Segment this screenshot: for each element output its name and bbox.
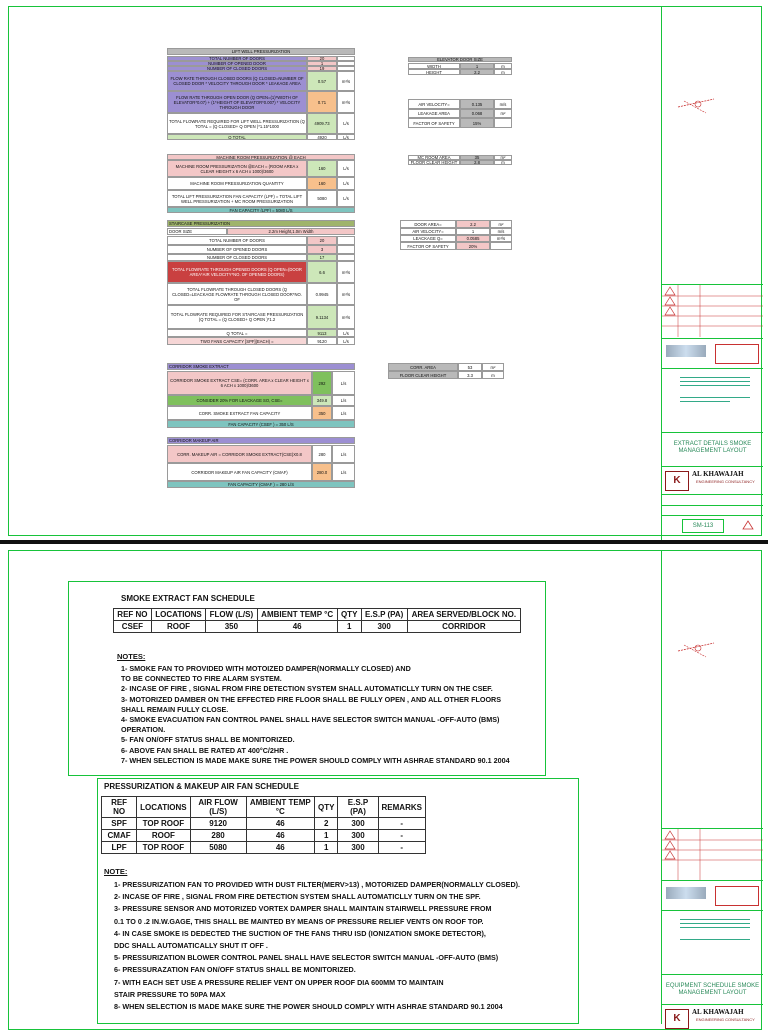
note-line: 5- FAN ON/OFF STATUS SHALL BE MONITORIZED. <box>121 735 295 745</box>
ce-row-value: 350 <box>312 406 332 420</box>
note-line: OPERATION. <box>121 725 166 735</box>
door-size-title: ELEVATOR DOOR SIZE <box>408 57 512 62</box>
csef-header: FLOW (L/S) <box>206 609 257 621</box>
note-line: DDC SHALL AUTOMATICALLY SHUT IT OFF . <box>114 941 268 950</box>
stair-row-unit: m³/s <box>337 305 355 329</box>
csef-cell: ROOF <box>151 621 205 633</box>
corr-makeup-title: CORRIDOR MAKEUP AIR <box>167 437 355 444</box>
note-line: 1- SMOKE FAN TO PROVIDED WITH MOTOIZED DAMPER(NORMALLY CLOSED) AND <box>121 664 411 673</box>
press-cell: 46 <box>246 842 314 854</box>
sdoor-row-label: DOOR AREA= <box>400 220 456 228</box>
company-block <box>662 466 763 495</box>
csef-notes-title: NOTES: <box>117 652 146 661</box>
sdoor-row-label: AIR VELOCITY= <box>400 228 456 235</box>
lift-row-value: 4909.73 <box>307 113 337 134</box>
revision-triangles-icon <box>662 285 763 337</box>
csef-cell: CSEF <box>114 621 152 633</box>
company-sub: ENGINEERING CONSULTANCY <box>696 1017 755 1022</box>
croom-row-label: CORR. AREA <box>388 363 458 371</box>
csef-row <box>114 621 521 633</box>
csef-header: REF NO <box>114 609 152 621</box>
cm-row-label: CORRIDOR MAKEUP AIR FAN CAPACITY (CMAF) <box>167 463 312 481</box>
press-header: LOCATIONS <box>137 797 191 818</box>
lift-row-label: NUMBER OF OPENED DOOR <box>167 61 307 66</box>
revision-triangle-icon <box>742 520 754 530</box>
air-row-label: FACTOR OF SAFETY <box>408 118 460 128</box>
sheet-equipment-schedule <box>0 544 768 1024</box>
mach-row-label: TOTAL LIFT PRESSURIZATION FAN CAPACITY (LPF) = TOTAL LIFT WELL PRESSURIZATION + MC ROOM PRESSURIZATION <box>167 190 307 207</box>
lift-row-label: TOTAL FLOWRATE REQUIRED FOR LIFT WELL PRESSURIZATION (Q TOTAL = (Q CLOSED+ Q OPEN )*1.15*1000 <box>167 113 307 134</box>
contact-box <box>715 344 759 364</box>
press-header: AMBIENT TEMP °C <box>246 797 314 818</box>
corr-extract-footer: FAN CAPACITY (CSEF ) = 350 L/S <box>167 420 355 428</box>
company-name: AL KHAWAJAH <box>692 470 744 478</box>
stair-row-label: TOTAL NUMBER OF DOORS <box>167 236 307 245</box>
stair-row-label: TOTAL FLOWRATE THROUGH CLOSED DOORS (Q CLOSED=LEACKAGE FLOWRATE THROUGH CLOSED DOOR*NO. OF <box>167 283 307 305</box>
sdoor-row-value: 20% <box>456 242 490 250</box>
csef-cell: 1 <box>337 621 361 633</box>
company-name: AL KHAWAJAH <box>692 1008 744 1016</box>
corr-extract-title: CORRIDOR SMOKE EXTRACT <box>167 363 355 370</box>
lift-row-unit: L/s <box>337 113 355 134</box>
press-cell: TOP ROOF <box>137 818 191 830</box>
company-sub: ENGINEERING CONSULTANCY <box>696 479 755 484</box>
press-cell: 9120 <box>190 818 246 830</box>
lift-row-value: 0.57 <box>307 71 337 91</box>
stair-row-label: TWO FANS CAPACITY [SPF](EACH) = <box>167 337 307 345</box>
note-line: 2- INCASE OF FIRE , SIGNAL FROM FIRE DETECTION SYSTEM SHALL AUTOMATICLLY TURN ON THE SPF. <box>114 892 481 902</box>
ce-row-value: 349.8 <box>312 395 332 406</box>
ce-row-unit: L/s <box>332 371 355 395</box>
press-header: QTY <box>315 797 338 818</box>
project-thumbnail <box>666 887 706 899</box>
lift-row-label: Q TOTAL <box>167 134 307 140</box>
press-header: REF NO <box>102 797 137 818</box>
sdoor-row-unit <box>490 242 512 250</box>
press-cell: 46 <box>246 830 314 842</box>
croom-row-unit: m <box>482 371 504 379</box>
door-row-unit: m <box>494 69 512 75</box>
press-cell: 300 <box>338 818 378 830</box>
drawing-frame <box>8 6 762 536</box>
note-line: SHALL REMAIN FULLY CLOSE. <box>121 704 229 714</box>
machine-footer: FAN CAPACITY (LPF) = 5080 L/S <box>167 207 355 213</box>
company-block <box>662 1004 763 1031</box>
note-line: 1- PRESSURIZATION FAN TO PROVIDED WITH DUST FILTER(MERV>13) , MOTORIZED DAMPER(NORMALLY CLOSED). <box>114 880 521 889</box>
csef-cell: CORRIDOR <box>407 621 520 633</box>
press-title: PRESSURIZATION & MAKEUP AIR FAN SCHEDULE <box>104 782 299 791</box>
stair-row-value: 17 <box>307 254 337 261</box>
press-cell: - <box>378 842 425 854</box>
sdoor-row-value: 0.0585 <box>456 235 490 242</box>
stair-row-unit <box>337 254 355 261</box>
lift-row-label: FLOW RATE THROUGH OPEN DOOR (Q OPEN=(1)*WIDTH OF ELEVATOR*0.07) + (1*HEIGHT OF ELEVATOR*0.007) * VELOCITY THROUGH DOOR <box>167 91 307 113</box>
mroom-row-label: FLOOR CLEAR HEIGHT <box>408 160 460 165</box>
press-cell: 1 <box>315 842 338 854</box>
mach-row-value: 5080 <box>307 190 337 207</box>
lift-row-value: 1 <box>307 61 337 66</box>
mroom-row-unit: m² <box>494 155 512 160</box>
air-row-unit <box>494 118 512 128</box>
csef-header: E.S.P (PA) <box>361 609 407 621</box>
press-cell: 2 <box>315 818 338 830</box>
press-cell: 280 <box>190 830 246 842</box>
drawing-title: EQUIPMENT SCHEDULE SMOKE MANAGEMENT LAYOUT <box>665 983 760 996</box>
stair-row-label: NUMBER OF OPENED DOORS <box>167 245 307 254</box>
mroom-row-value: 35 <box>460 155 494 160</box>
stair-row-value: 9113 <box>307 329 337 337</box>
note-line: 3- MOTORIZED DAMBER ON THE EFFECTED FIRE FLOOR SHALL BE FULLY OPEN , AND ALL OTHER FLOORS <box>121 694 502 704</box>
door-row-value: 1 <box>460 63 494 69</box>
press-row <box>102 830 426 842</box>
ce-row-label: CONSIDER 20% FOR LEACKAGE SO, CSE= <box>167 395 312 406</box>
note-line: 0.1 TO 0 .2 IN.W.GAGE, THIS SHALL BE MAINTED BY MEANS OF PRESSURE RELIEF VENTS ON ROOF TOP. <box>114 916 484 926</box>
project-thumbnail <box>666 345 706 357</box>
press-cell: TOP ROOF <box>137 842 191 854</box>
lift-row-value: 19 <box>307 66 337 71</box>
press-cell: 46 <box>246 818 314 830</box>
mroom-row-unit: m <box>494 160 512 165</box>
cm-row-unit: L/s <box>332 445 355 463</box>
press-notes-title: NOTE: <box>104 867 128 876</box>
stair-row-value: 3 <box>307 245 337 254</box>
csef-header: AMBIENT TEMP °C <box>257 609 337 621</box>
note-line: 7- WITH EACH SET USE A PRESSURE RELIEF VENT ON UPPER ROOF DIA 600MM TO MAINTAIN <box>114 977 444 987</box>
note-line: 6- ABOVE FAN SHALL BE RATED AT 400°C/2HR . <box>121 745 289 755</box>
sdoor-row-unit: m³/s <box>490 235 512 242</box>
door-size-label: DOOR SIZE <box>167 228 227 235</box>
lift-title: LIFT WELL PRESSURIZATION <box>167 48 355 55</box>
door-size-value: 2.2m Height,1.0m Width <box>227 228 355 235</box>
lift-row-label: NUMBER OF CLOSED DOORS <box>167 66 307 71</box>
owner-block <box>662 368 763 411</box>
csef-header: LOCATIONS <box>151 609 205 621</box>
mach-row-value: 160 <box>307 160 337 177</box>
lift-row-unit: m³/s <box>337 71 355 91</box>
press-cell: 300 <box>338 830 378 842</box>
title-block <box>661 550 762 1024</box>
csef-header: QTY <box>337 609 361 621</box>
north-arrow-icon <box>676 635 716 665</box>
north-arrow-icon <box>676 91 716 121</box>
door-row-label: WIDTH <box>408 63 460 69</box>
press-cell: - <box>378 818 425 830</box>
note-line: 4- IN CASE SMOKE IS DEDECTED THE SUCTION OF THE FANS THRU ISD (IONIZATION SMOKE DETECTOR), <box>114 928 486 938</box>
press-cell: LPF <box>102 842 137 854</box>
note-line: 6- PRESSURAZATION FAN ON/OFF STATUS SHALL BE MONITORIZED. <box>114 965 356 975</box>
drawing-title-block <box>662 974 763 1005</box>
press-header-row <box>102 797 426 818</box>
sdoor-row-value: 2.2 <box>456 220 490 228</box>
sdoor-row-label: LEACKAGE Q= <box>400 235 456 242</box>
croom-row-unit: m² <box>482 363 504 371</box>
press-header: E.S.P (PA) <box>338 797 378 818</box>
cm-row-value: 280 <box>312 445 332 463</box>
mach-row-unit: L/s <box>337 190 355 207</box>
press-cell: ROOF <box>137 830 191 842</box>
air-row-label: AIR VELOCITY= <box>408 99 460 109</box>
note-line: STAIR PRESSURE TO 50PA MAX <box>114 989 226 999</box>
csef-cell: 46 <box>257 621 337 633</box>
company-logo: K <box>665 471 689 491</box>
lift-row-label: TOTAL NUMBER OF DOORS <box>167 56 307 61</box>
dwg-number: SM-113 <box>682 519 724 533</box>
revision-block <box>662 828 763 881</box>
air-row-value: 0.068 <box>460 109 494 118</box>
stair-row-unit: L/s <box>337 337 355 345</box>
lift-row-value: 20 <box>307 56 337 61</box>
mroom-row-value: 2.8 <box>460 160 494 165</box>
machine-title: MACHINE ROOM PRESSURIZATION @ EACH <box>167 154 355 160</box>
note-line: 8- WHEN SELECTION IS MADE MAKE SURE THE POWER SHOULD COMPLY WITH ASHRAE STANDARD 90.1 2004 <box>114 1002 503 1011</box>
stair-row-unit: m³/s <box>337 283 355 305</box>
stair-row-unit <box>337 236 355 245</box>
air-row-unit: m/s <box>494 99 512 109</box>
croom-row-value: 3.3 <box>458 371 482 379</box>
press-cell: 300 <box>338 842 378 854</box>
lift-row-value: 0.71 <box>307 91 337 113</box>
door-row-unit: m <box>494 63 512 69</box>
press-cell: - <box>378 830 425 842</box>
stair-row-value: 0.9945 <box>307 283 337 305</box>
press-row <box>102 842 426 854</box>
note-line: 2- INCASE OF FIRE , SIGNAL FROM FIRE DETECTION SYSTEM SHALL AUTOMATICLLY TURN ON THE CSEF. <box>121 684 493 694</box>
pressurization-schedule-table <box>101 796 426 854</box>
cm-row-unit: L/s <box>332 463 355 481</box>
stair-row-unit: L/s <box>337 329 355 337</box>
lift-row-value: 4920 <box>307 134 337 140</box>
door-row-label: HEIGHT <box>408 69 460 75</box>
ce-row-label: CORR. SMOKE EXTRACT FAN CAPACITY <box>167 406 312 420</box>
press-cell: 1 <box>315 830 338 842</box>
croom-row-label: FLOOR CLEAR HEIGHT <box>388 371 458 379</box>
company-logo: K <box>665 1009 689 1029</box>
air-row-unit: m² <box>494 109 512 118</box>
ce-row-unit: L/s <box>332 395 355 406</box>
mach-row-value: 160 <box>307 177 337 190</box>
drawing-title-block <box>662 432 763 467</box>
stair-row-label: NUMBER OF CLOSED DOORS <box>167 254 307 261</box>
press-row <box>102 818 426 830</box>
note-line: 3- PRESSURE SENSOR AND MOTORIZED VORTEX DAMPER SHALL MAINTAIN STAIRWELL PRESSURE FROM <box>114 904 492 914</box>
stair-row-label: TOTAL FLOWRATE REQUIRED FOR STAIRCASE PRESSURIZATION (Q TOTAL = (Q CLOSED+ Q OPEN )*1.2 <box>167 305 307 329</box>
stair-row-label: TOTAL FLOWRATE THROUGH OPENED DOORS (Q OPEN=(DOOR AREA*AIR VELOCITY*NO. OF OPENED DOORS) <box>167 261 307 283</box>
revision-block <box>662 284 763 337</box>
owner-block <box>662 910 763 953</box>
client-block <box>662 880 763 911</box>
stair-row-value: 6.6 <box>307 261 337 283</box>
mach-row-unit: L/s <box>337 177 355 190</box>
sdoor-row-unit: m² <box>490 220 512 228</box>
stair-row-unit <box>337 245 355 254</box>
stair-row-label: Q TOTAL = <box>167 329 307 337</box>
mroom-row-label: MC ROOM AREA <box>408 155 460 160</box>
lift-row-label: FLOW RATE THROUGH CLOSED DOORS (Q CLOSED=NUMBER OF CLOSED DOOR * VELOCITY THROUGH DOOR * LEAKAGE AREA <box>167 71 307 91</box>
stair-row-value: 9.1134 <box>307 305 337 329</box>
stair-row-value: 9120 <box>307 337 337 345</box>
sheet-info-block <box>662 494 763 535</box>
revision-triangles-icon <box>662 829 763 881</box>
press-header: REMARKS <box>378 797 425 818</box>
sdoor-row-unit: m/s <box>490 228 512 235</box>
csef-title: SMOKE EXTRACT FAN SCHEDULE <box>121 594 255 603</box>
press-cell: 5080 <box>190 842 246 854</box>
stair-row-unit: m³/s <box>337 261 355 283</box>
press-cell: CMAF <box>102 830 137 842</box>
title-block <box>661 6 762 540</box>
note-line: 4- SMOKE EVACUATION FAN CONTROL PANEL SHALL HAVE SELECTOR SWITCH MANUAL -OFF-AUTO (BMS) <box>121 715 500 724</box>
mach-row-label: MACHINE ROOM PRESSURIZATION QUANTITY <box>167 177 307 190</box>
press-header: AIR FLOW (L/S) <box>190 797 246 818</box>
client-block <box>662 338 763 369</box>
csef-cell: 350 <box>206 621 257 633</box>
door-row-value: 2.2 <box>460 69 494 75</box>
ce-row-label: CORRIDOR SMOKE EXTRACT CSE= (CORR. AREA x CLEAR HEIGHT x 6 ACH x 1000)/3600 <box>167 371 312 395</box>
csef-header: AREA SERVED/BLOCK NO. <box>407 609 520 621</box>
csef-cell: 300 <box>361 621 407 633</box>
note-line: 5- PRESSURIZATION BLOWER CONTROL PANEL SHALL HAVE SELECTOR SWITCH MANUAL -OFF-AUTO (BMS) <box>114 953 499 963</box>
sdoor-row-value: 1 <box>456 228 490 235</box>
stair-title: STAIRCASE PRESSURIZATION <box>167 220 355 227</box>
sdoor-row-label: FACTOR OF SAFETY <box>400 242 456 250</box>
lift-row-unit: m³/s <box>337 91 355 113</box>
cm-row-label: CORR. MAKEUP AIR = CORRIDOR SMOKE EXTRACT(CSE)X0.8 <box>167 445 312 463</box>
contact-box <box>715 886 759 906</box>
note-line: TO BE CONNECTED TO FIRE ALARM SYSTEM. <box>121 674 282 684</box>
mach-row-label: MACHINE ROOM PRESSURIZATION @EACH = (ROOM AREA x CLEAR HEIGHT x 6 ACH x 1000)/3600 <box>167 160 307 177</box>
air-row-value: 0.135 <box>460 99 494 109</box>
mach-row-unit: L/s <box>337 160 355 177</box>
croom-row-value: 53 <box>458 363 482 371</box>
stair-row-value: 20 <box>307 236 337 245</box>
note-line: 7- WHEN SELECTION IS MADE MAKE SURE THE POWER SHOULD COMPLY WITH ASHRAE STANDARD 90.1 2004 <box>121 755 510 765</box>
csef-header-row <box>114 609 521 621</box>
air-row-value: 15% <box>460 118 494 128</box>
lift-row-unit: L/s <box>337 134 355 140</box>
cm-row-value: 280.0 <box>312 463 332 481</box>
csef-schedule-table <box>113 608 521 633</box>
ce-row-value: 292 <box>312 371 332 395</box>
ce-row-unit: L/s <box>332 406 355 420</box>
air-row-label: LEAKAGE AREA <box>408 109 460 118</box>
press-cell: SPF <box>102 818 137 830</box>
drawing-title: EXTRACT DETAILS SMOKE MANAGEMENT LAYOUT <box>673 441 752 454</box>
corr-makeup-footer: FAN CAPACITY (CMAF ) = 280 L/S <box>167 481 355 488</box>
